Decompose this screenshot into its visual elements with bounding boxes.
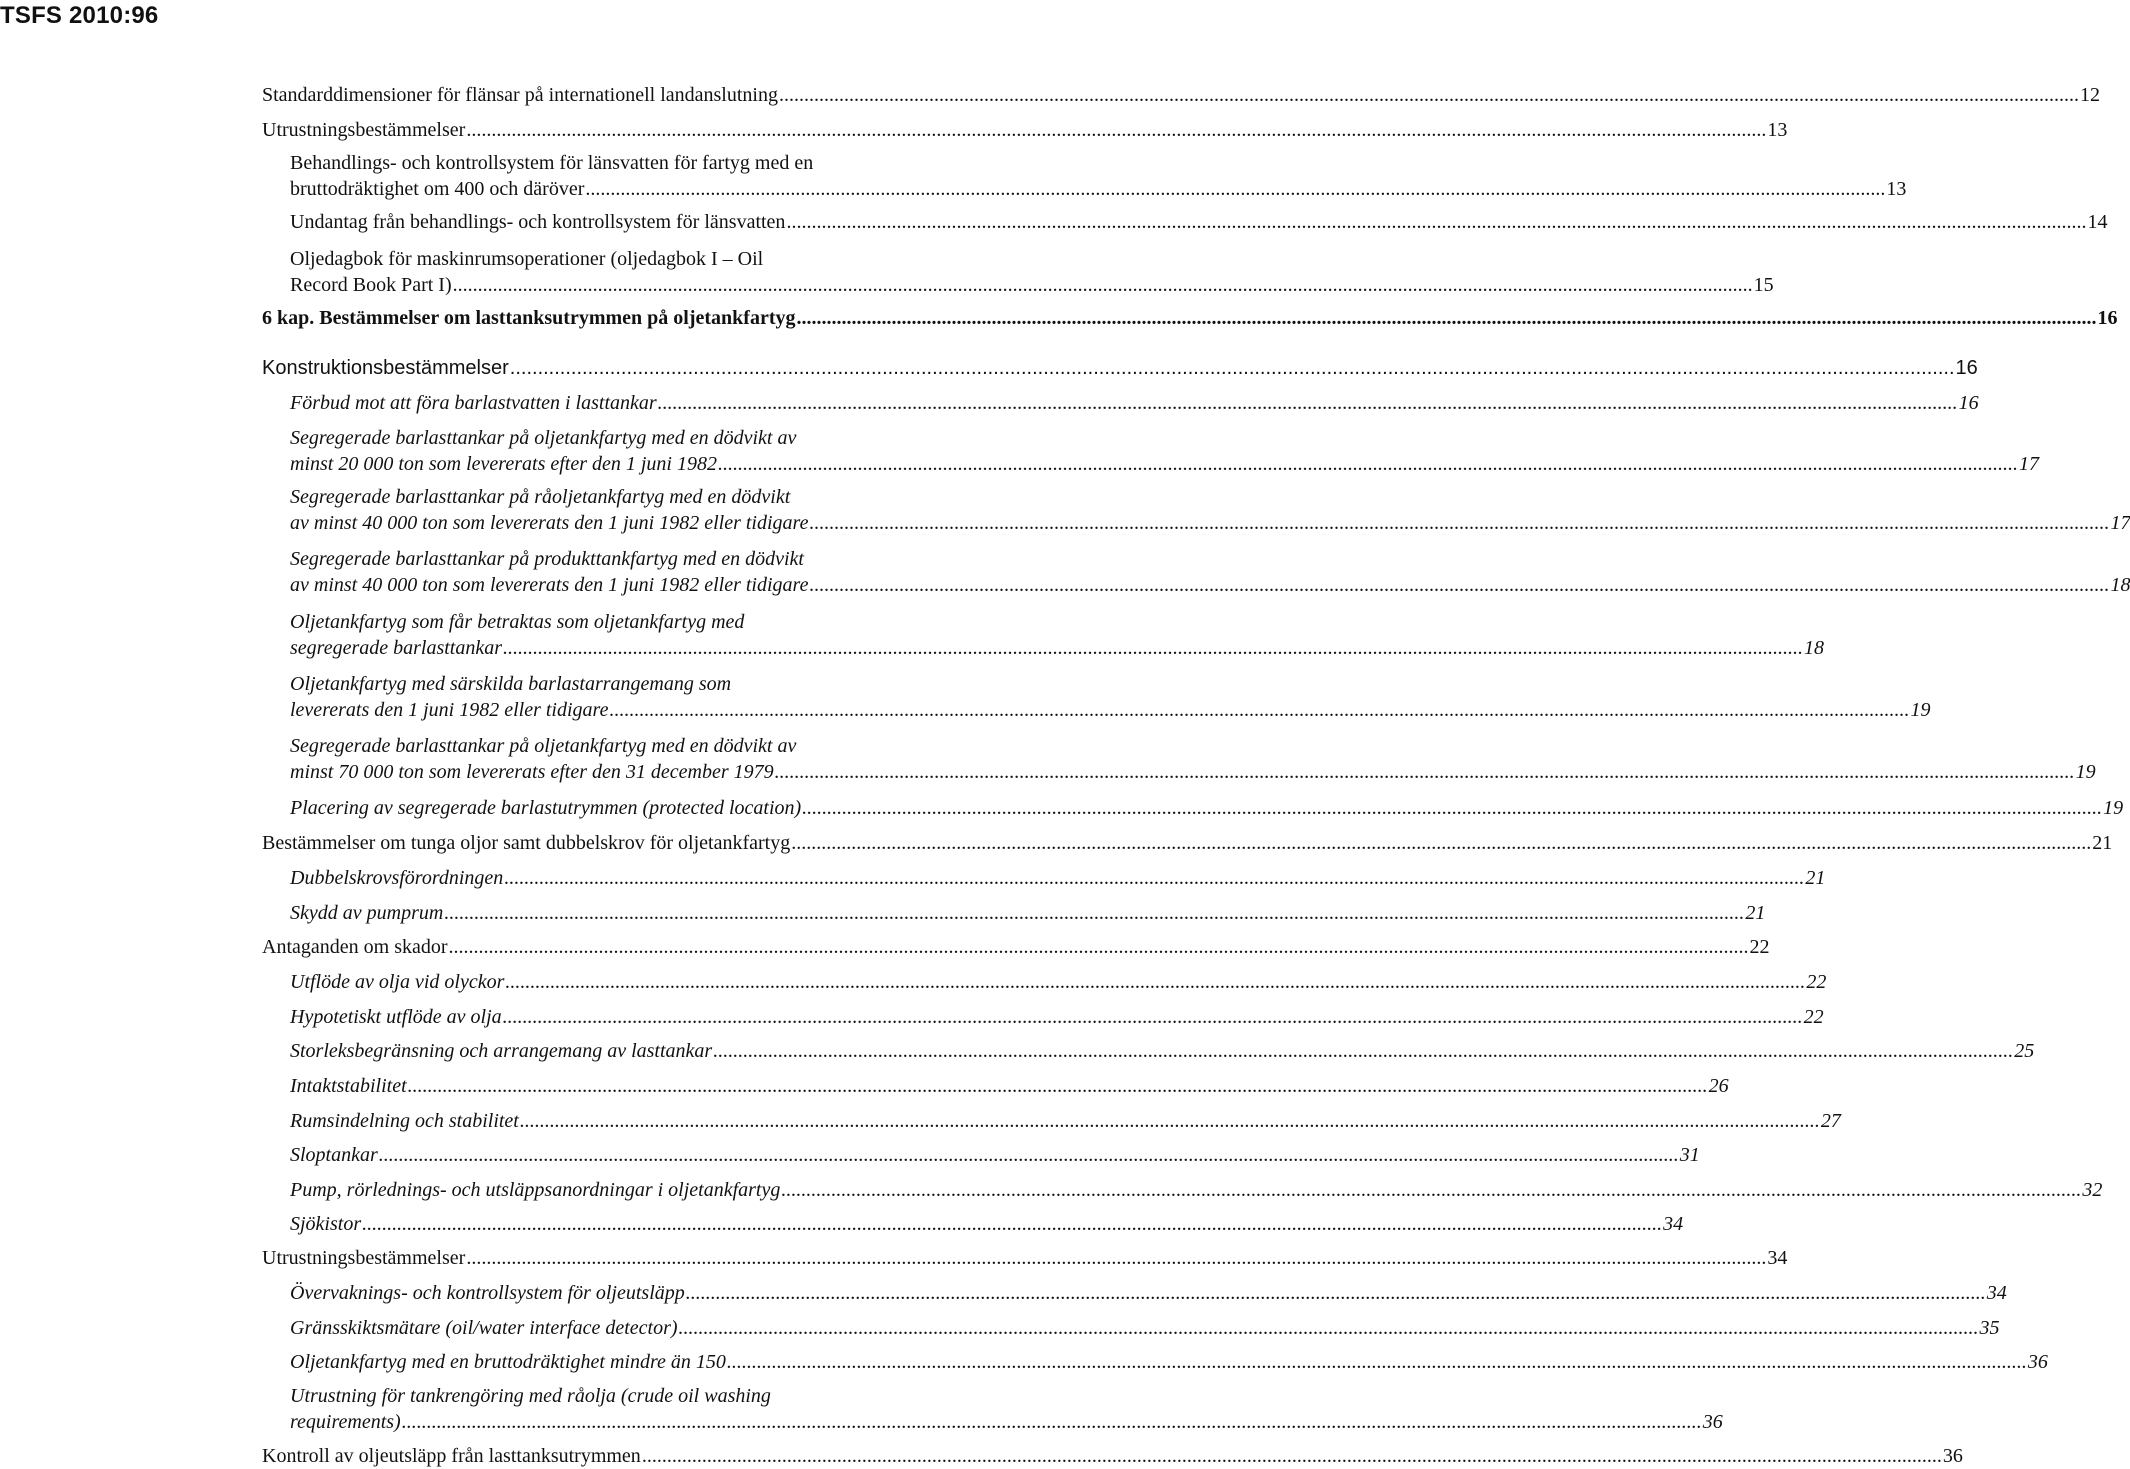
toc-entry-title-line1: Behandlings- och kontrollsystem för länsvatten för fartyg med en — [290, 152, 814, 174]
toc-entry[interactable] — [290, 246, 1774, 298]
toc-entry-title-line1: Segregerade barlasttankar på produkttankfartyg med en dödvikt — [290, 548, 804, 570]
dot-leader: .................................................................................................................................................................................................................................................................... — [809, 574, 2110, 596]
dot-leader: .................................................................................................................................................................................................................................................................... — [502, 1006, 1803, 1028]
toc-entry-title: Placering av segregerade barlastutrymmen (protected location) — [290, 797, 802, 819]
dot-leader: .................................................................................................................................................................................................................................................................... — [718, 453, 2018, 475]
toc-page-number: 19 — [2103, 797, 2124, 819]
toc-entry-title: Konstruktionsbestämmelser — [262, 357, 509, 379]
dot-leader: .................................................................................................................................................................................................................................................................... — [401, 1411, 1702, 1433]
toc-entry[interactable] — [262, 934, 1770, 960]
dot-leader: .................................................................................................................................................................................................................................................................... — [504, 867, 1805, 889]
toc-page-number: 13 — [1886, 178, 1907, 200]
toc-page-number: 17 — [2019, 453, 2039, 475]
toc-entry[interactable] — [290, 733, 2096, 785]
toc-entry-title: Bestämmelser om tunga oljor samt dubbelskrov för oljetankfartyg — [262, 832, 791, 854]
dot-leader: .................................................................................................................................................................................................................................................................... — [778, 84, 2079, 106]
toc-page-number: 19 — [1910, 699, 1931, 721]
toc-page-number: 36 — [1942, 1445, 1963, 1467]
toc-entry-title: segregerade barlasttankar — [290, 637, 503, 659]
toc-page-number: 21 — [2092, 832, 2113, 854]
dot-leader: .................................................................................................................................................................................................................................................................... — [609, 699, 1910, 721]
toc-entry-title-line1: Segregerade barlasttankar på oljetankfartyg med en dödvikt av — [290, 735, 797, 757]
dot-leader: .................................................................................................................................................................................................................................................................... — [378, 1144, 1679, 1166]
toc-entry-title: Standarddimensioner för flänsar på internationell landanslutning — [262, 84, 778, 106]
toc-entry-title: Intaktstabilitet — [290, 1075, 407, 1097]
toc-entry[interactable] — [290, 390, 1979, 416]
toc-page-number: 35 — [1979, 1317, 2000, 1339]
toc-entry-title-line1: Segregerade barlasttankar på oljetankfartyg med en dödvikt av — [290, 427, 797, 449]
toc-entry[interactable] — [290, 865, 1826, 891]
toc-entry-title: requirements) — [290, 1411, 401, 1433]
toc-entry-title: Utrustningsbestämmelser — [262, 1247, 466, 1269]
toc-entry[interactable] — [262, 1245, 1788, 1271]
toc-page-number: 27 — [1820, 1110, 1841, 1132]
toc-page-number: 31 — [1679, 1144, 1700, 1166]
dot-leader: .................................................................................................................................................................................................................................................................... — [713, 1040, 2014, 1062]
toc-page-number: 22 — [1749, 936, 1770, 958]
toc-page-number: 19 — [2075, 761, 2096, 783]
toc-entry[interactable] — [290, 209, 2108, 235]
toc-entry-title: bruttodräktighet om 400 och däröver — [290, 178, 585, 200]
dot-leader: .................................................................................................................................................................................................................................................................... — [781, 1179, 2082, 1201]
toc-entry[interactable] — [290, 1280, 2007, 1306]
toc-entry-title: Antaganden om skador — [262, 936, 448, 958]
toc-entry[interactable] — [290, 425, 2039, 477]
toc-page-number: 12 — [2079, 84, 2100, 106]
toc-entry-title: Record Book Part I) — [290, 274, 452, 296]
toc-entry[interactable] — [290, 609, 1825, 661]
toc-page-number: 26 — [1708, 1075, 1729, 1097]
page-header: TSFS 2010:96 — [0, 2, 159, 29]
toc-entry[interactable] — [290, 484, 2130, 536]
dot-leader: .................................................................................................................................................................................................................................................................... — [503, 637, 1804, 659]
toc-entry-title: Oljetankfartyg med en bruttodräktighet mindre än 150 — [290, 1351, 726, 1373]
toc-page-number: 21 — [1745, 902, 1766, 924]
toc-entry[interactable] — [290, 1383, 1723, 1435]
toc-page-number: 18 — [2110, 574, 2130, 596]
toc-entry-title: minst 70 000 ton som levererats efter den 31 december 1979 — [290, 761, 774, 783]
toc-page-number: 25 — [2014, 1040, 2035, 1062]
toc-entry-title: Skydd av pumprum — [290, 902, 444, 924]
toc-entry-title: 6 kap. Bestämmelser om lasttanksutrymmen på oljetankfartyg — [262, 307, 796, 329]
toc-entry[interactable] — [290, 671, 1931, 723]
dot-leader: .................................................................................................................................................................................................................................................................... — [641, 1445, 1942, 1467]
toc-entry-title-line1: Segregerade barlasttankar på råoljetankfartyg med en dödvikt — [290, 486, 791, 508]
toc-entry[interactable] — [290, 1211, 1684, 1237]
toc-page-number: 34 — [1986, 1282, 2007, 1304]
toc-entry[interactable] — [290, 150, 1907, 202]
toc-page-number: 32 — [2082, 1179, 2103, 1201]
toc-page-number: 34 — [1767, 1247, 1788, 1269]
toc-page-number: 18 — [1804, 637, 1825, 659]
toc-entry[interactable] — [290, 969, 1827, 995]
dot-leader: .................................................................................................................................................................................................................................................................... — [802, 797, 2103, 819]
dot-leader: .................................................................................................................................................................................................................................................................... — [791, 832, 2092, 854]
dot-leader: .................................................................................................................................................................................................................................................................... — [585, 178, 1886, 200]
toc-entry-title: minst 20 000 ton som levererats efter den 1 juni 1982 — [290, 453, 717, 475]
dot-leader: .................................................................................................................................................................................................................................................................... — [466, 1247, 1767, 1269]
toc-entry-title: Kontroll av oljeutsläpp från lasttanksutrymmen — [262, 1445, 641, 1467]
toc-entry-title-line1: Utrustning för tankrengöring med råolja (crude oil washing — [290, 1385, 771, 1407]
toc-page-number: 16 — [1958, 392, 1979, 414]
toc-page-number: 14 — [2087, 211, 2108, 233]
dot-leader: .................................................................................................................................................................................................................................................................... — [796, 307, 2097, 329]
toc-entry-title: Sloptankar — [290, 1144, 378, 1166]
toc-entry-title: Hypotetiskt utflöde av olja — [290, 1006, 502, 1028]
toc-entry[interactable] — [290, 900, 1766, 926]
toc-page-number: 17 — [2110, 512, 2130, 534]
toc-entry-title: Storleksbegränsning och arrangemang av lasttankar — [290, 1040, 713, 1062]
dot-leader: .................................................................................................................................................................................................................................................................... — [726, 1351, 2027, 1373]
toc-entry[interactable] — [262, 355, 1978, 381]
toc-page-number: 22 — [1806, 971, 1827, 993]
toc-entry[interactable] — [262, 830, 2113, 856]
toc-page-number: 34 — [1663, 1213, 1684, 1235]
toc-entry[interactable] — [290, 1315, 2000, 1341]
dot-leader: .................................................................................................................................................................................................................................................................... — [786, 211, 2087, 233]
toc-entry[interactable] — [262, 1443, 1963, 1469]
toc-page-number: 16 — [1955, 357, 1978, 379]
dot-leader: .................................................................................................................................................................................................................................................................... — [448, 936, 1749, 958]
dot-leader: .................................................................................................................................................................................................................................................................... — [809, 512, 2110, 534]
toc-page-number: 13 — [1767, 119, 1788, 141]
toc-entry[interactable] — [290, 1349, 2048, 1375]
dot-leader: .................................................................................................................................................................................................................................................................... — [444, 902, 1745, 924]
toc-entry-title-line1: Oljetankfartyg som får betraktas som oljetankfartyg med — [290, 611, 745, 633]
toc-entry[interactable] — [290, 1073, 1729, 1099]
toc-entry[interactable] — [262, 305, 2118, 331]
toc-entry-title: Rumsindelning och stabilitet — [290, 1110, 519, 1132]
dot-leader: .................................................................................................................................................................................................................................................................... — [774, 761, 2075, 783]
toc-entry[interactable] — [290, 1142, 1700, 1168]
dot-leader: .................................................................................................................................................................................................................................................................... — [466, 119, 1767, 141]
toc-page-number: 36 — [1702, 1411, 1723, 1433]
dot-leader: .................................................................................................................................................................................................................................................................... — [519, 1110, 1820, 1132]
toc-entry-title: av minst 40 000 ton som levererats den 1 juni 1982 eller tidigare — [290, 512, 809, 534]
toc-entry-title: Förbud mot att föra barlastvatten i lasttankar — [290, 392, 657, 414]
toc-page-number: 21 — [1805, 867, 1826, 889]
dot-leader: .................................................................................................................................................................................................................................................................... — [362, 1213, 1663, 1235]
toc-entry-title: levererats den 1 juni 1982 eller tidigare — [290, 699, 609, 721]
toc-page-number: 15 — [1753, 274, 1774, 296]
toc-entry-title: Sjökistor — [290, 1213, 362, 1235]
dot-leader: .................................................................................................................................................................................................................................................................... — [685, 1282, 1986, 1304]
dot-leader: .................................................................................................................................................................................................................................................................... — [657, 392, 1958, 414]
toc-page-number: 16 — [2097, 307, 2118, 329]
toc-entry-title: av minst 40 000 ton som levererats den 1 juni 1982 eller tidigare — [290, 574, 809, 596]
toc-entry[interactable] — [262, 82, 2100, 108]
toc-entry-title: Utrustningsbestämmelser — [262, 119, 466, 141]
toc-entry-title: Pump, rörlednings- och utsläppsanordningar i oljetankfartyg — [290, 1179, 781, 1201]
dot-leader: .................................................................................................................................................................................................................................................................... — [505, 971, 1806, 993]
toc-page-number: 36 — [2027, 1351, 2048, 1373]
toc-entry-title: Dubbelskrovsförordningen — [290, 867, 504, 889]
toc-entry-title: Undantag från behandlings- och kontrollsystem för länsvatten — [290, 211, 786, 233]
toc-entry-title: Gränsskiktsmätare (oil/water interface detector) — [290, 1317, 678, 1339]
dot-leader: .................................................................................................................................................................................................................................................................... — [452, 274, 1753, 296]
toc-entry[interactable] — [290, 546, 2130, 598]
toc-entry-title-line1: Oljedagbok för maskinrumsoperationer (oljedagbok I – Oil — [290, 248, 764, 270]
toc-entry[interactable] — [290, 1038, 2035, 1064]
toc-entry-title-line1: Oljetankfartyg med särskilda barlastarrangemang som — [290, 673, 732, 695]
toc-entry-title: Utflöde av olja vid olyckor — [290, 971, 505, 993]
toc-entry[interactable] — [290, 1004, 1824, 1030]
toc-entry[interactable] — [290, 1177, 2103, 1203]
toc-page-number: 22 — [1803, 1006, 1824, 1028]
toc-entry-title: Övervaknings- och kontrollsystem för oljeutsläpp — [290, 1282, 685, 1304]
toc-entry[interactable] — [290, 795, 2124, 821]
toc-entry[interactable] — [290, 1108, 1841, 1134]
dot-leader: .................................................................................................................................................................................................................................................................... — [509, 357, 1955, 379]
dot-leader: .................................................................................................................................................................................................................................................................... — [407, 1075, 1708, 1097]
toc-entry[interactable] — [262, 117, 1788, 143]
dot-leader: .................................................................................................................................................................................................................................................................... — [678, 1317, 1979, 1339]
